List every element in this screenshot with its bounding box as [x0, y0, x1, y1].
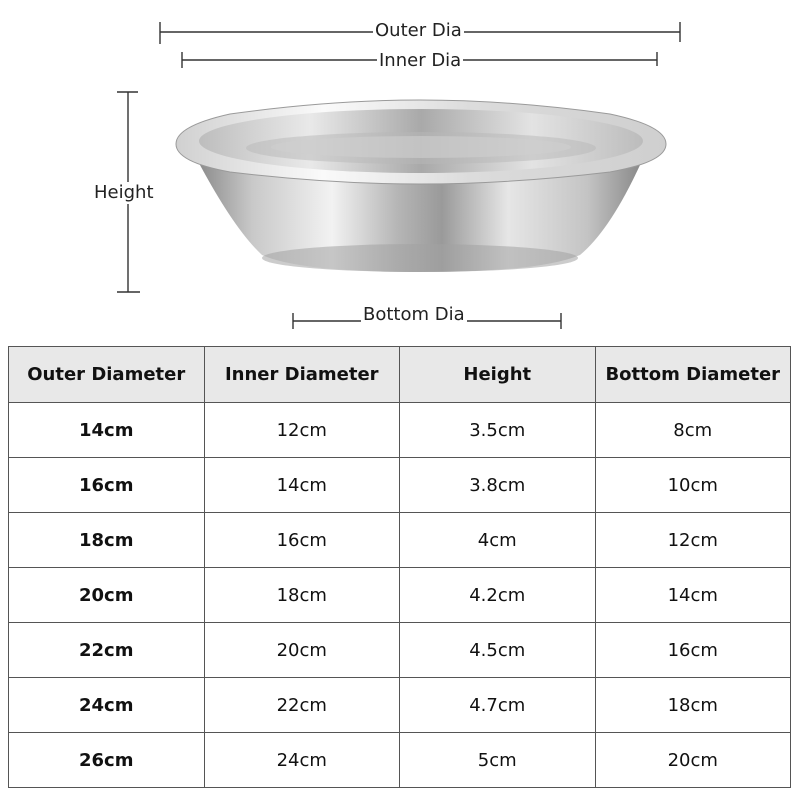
cell-inner: 22cm	[204, 678, 400, 733]
cell-height: 3.8cm	[400, 458, 596, 513]
table-row	[9, 513, 791, 568]
cell-height: 5cm	[400, 733, 596, 788]
outer-dia-label: Outer Dia	[375, 20, 462, 41]
cell-inner: 24cm	[204, 733, 400, 788]
cell-bottom: 10cm	[595, 458, 791, 513]
cell-bottom: 14cm	[595, 568, 791, 623]
cell-bottom: 16cm	[595, 623, 791, 678]
cell-height: 4.2cm	[400, 568, 596, 623]
cell-outer: 14cm	[9, 403, 205, 458]
cell-height: 4.5cm	[400, 623, 596, 678]
cell-outer: 16cm	[9, 458, 205, 513]
table-row	[9, 568, 791, 623]
cell-outer: 18cm	[9, 513, 205, 568]
cell-bottom: 20cm	[595, 733, 791, 788]
table-row	[9, 678, 791, 733]
table-row	[9, 623, 791, 678]
table-header-row	[9, 347, 791, 403]
table-row	[9, 733, 791, 788]
cell-inner: 16cm	[204, 513, 400, 568]
inner-dia-label: Inner Dia	[379, 50, 462, 71]
cell-outer: 24cm	[9, 678, 205, 733]
cell-height: 4cm	[400, 513, 596, 568]
cell-bottom: 18cm	[595, 678, 791, 733]
table-row	[9, 458, 791, 513]
dimension-diagram	[0, 0, 800, 340]
bottom-dia-label: Bottom Dia	[363, 304, 465, 325]
header-inner-diameter: Inner Diameter	[204, 347, 400, 403]
header-outer-diameter: Outer Diameter	[9, 347, 205, 403]
cell-bottom: 8cm	[595, 403, 791, 458]
size-table	[8, 346, 791, 788]
cell-outer: 26cm	[9, 733, 205, 788]
cell-inner: 14cm	[204, 458, 400, 513]
cell-height: 4.7cm	[400, 678, 596, 733]
cell-height: 3.5cm	[400, 403, 596, 458]
header-height: Height	[400, 347, 596, 403]
cell-outer: 22cm	[9, 623, 205, 678]
height-label: Height	[94, 182, 154, 203]
cell-inner: 18cm	[204, 568, 400, 623]
cell-bottom: 12cm	[595, 513, 791, 568]
header-bottom-diameter: Bottom Diameter	[595, 347, 791, 403]
cell-inner: 12cm	[204, 403, 400, 458]
cell-outer: 20cm	[9, 568, 205, 623]
cell-inner: 20cm	[204, 623, 400, 678]
table-row	[9, 403, 791, 458]
